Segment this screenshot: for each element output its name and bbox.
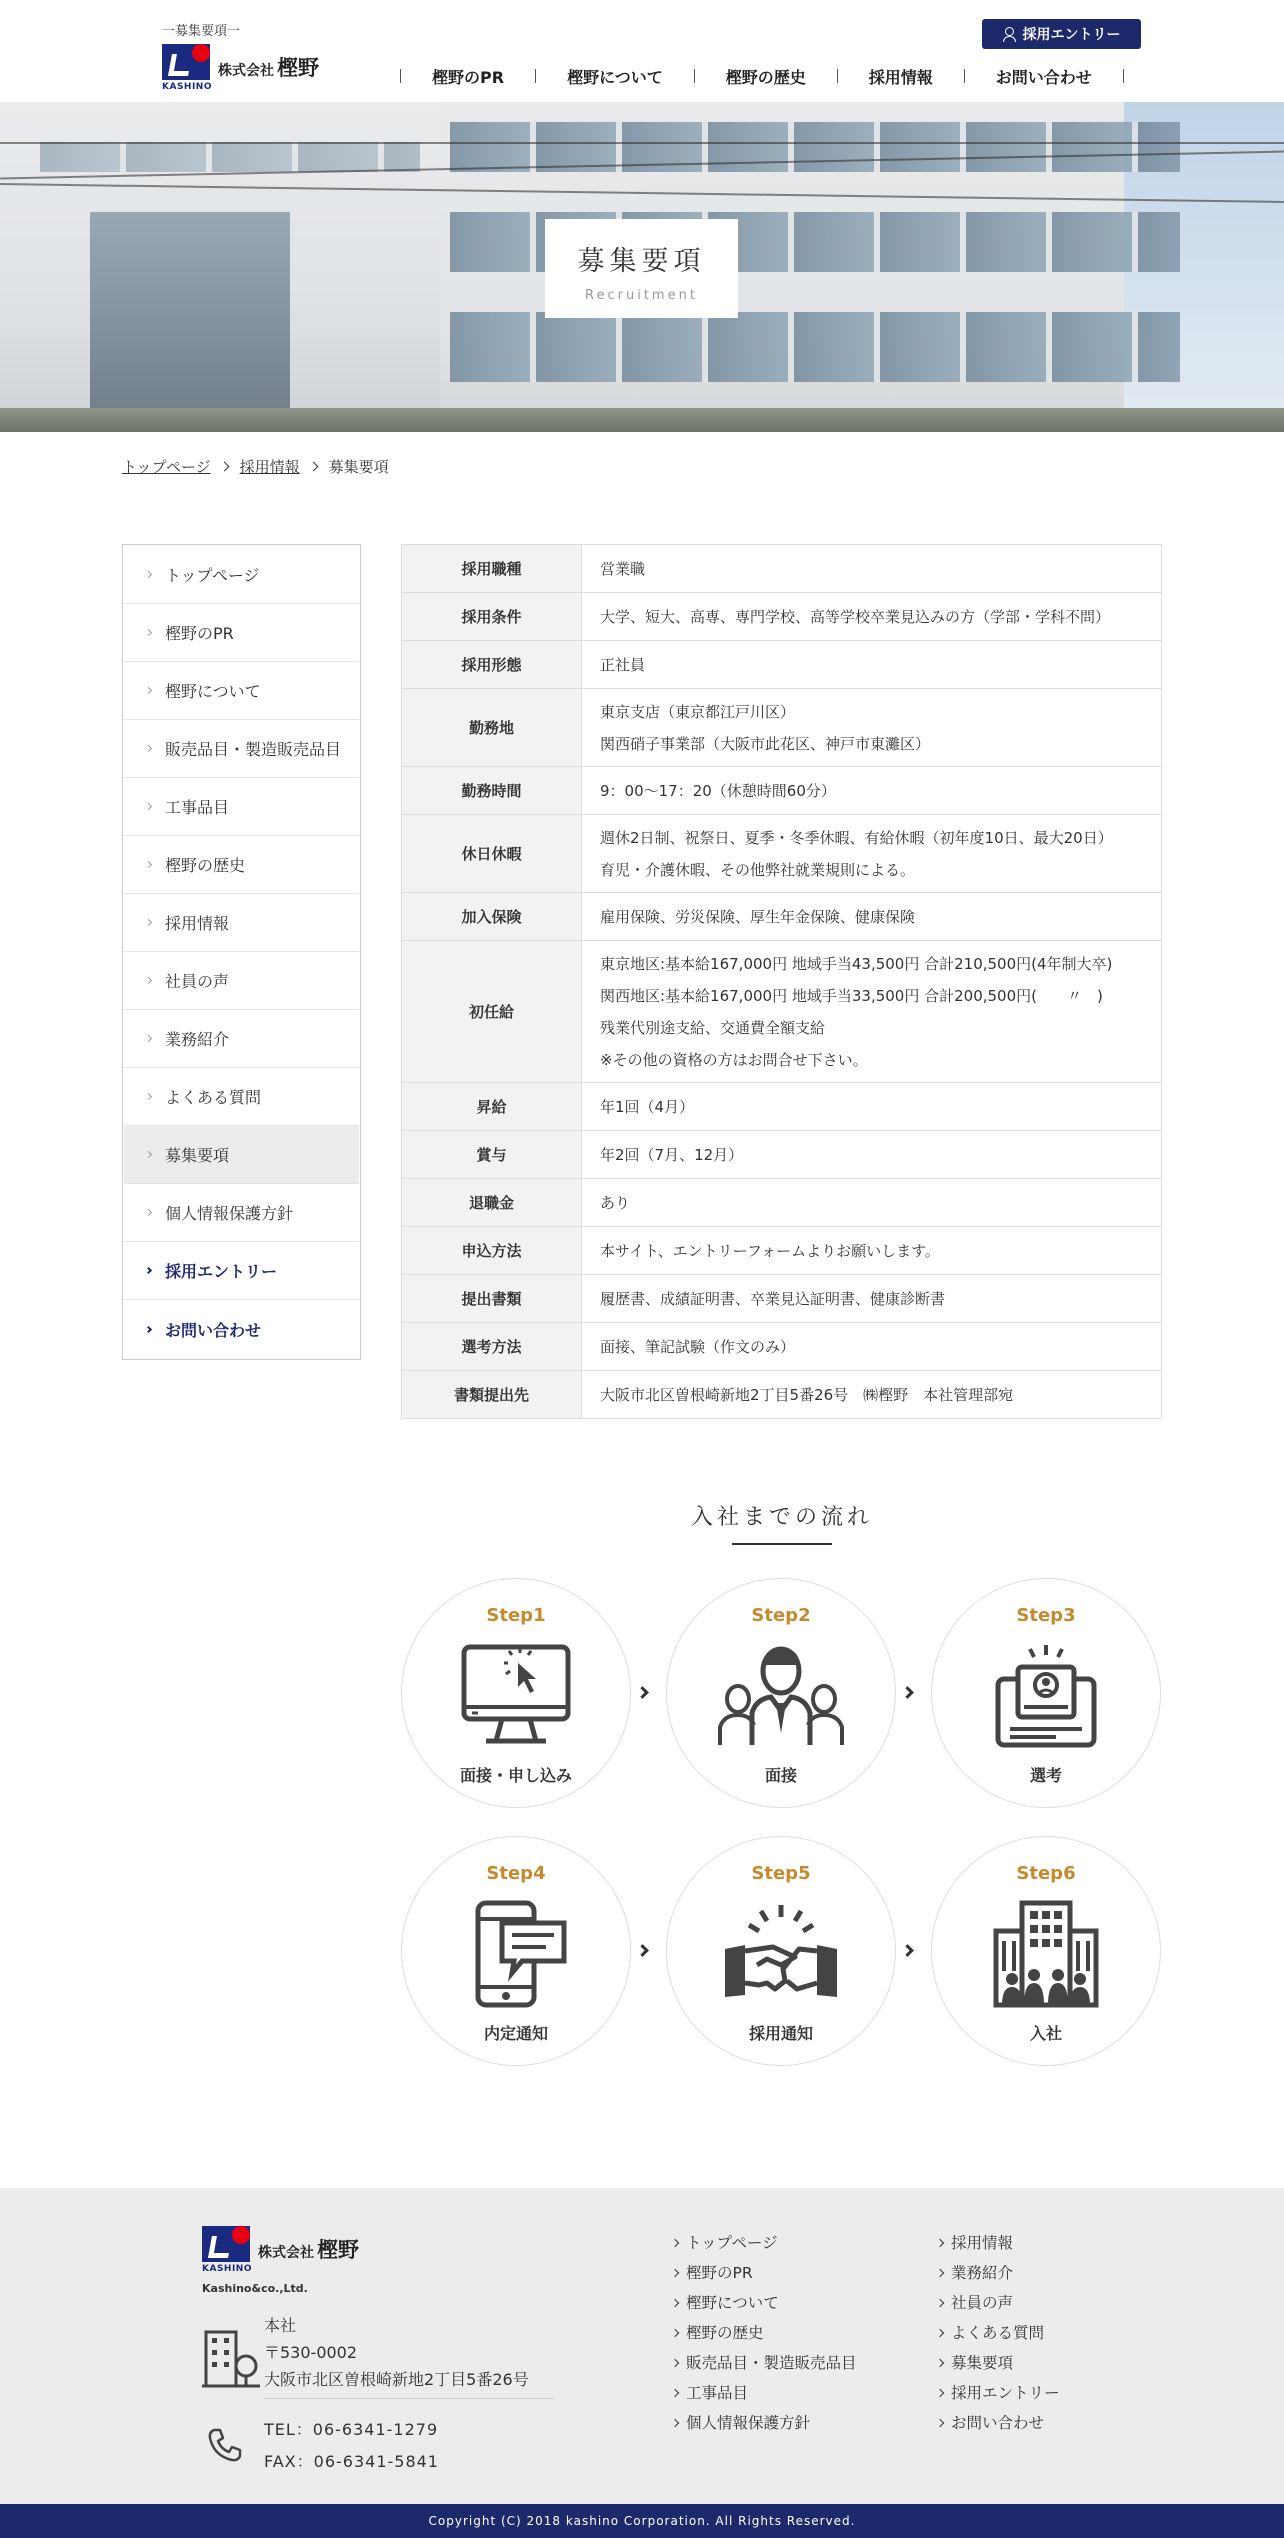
footer-link-b-3[interactable]: よくある質問 (937, 2318, 1060, 2348)
chevron-right-icon (671, 2269, 679, 2277)
chevron-right-icon (936, 2299, 944, 2307)
requirement-value (582, 815, 1162, 893)
kashino-logo-mark-icon (162, 44, 210, 80)
footer-link-b-2[interactable]: 社員の声 (937, 2288, 1060, 2318)
copyright: Copyright (C) 2018 kashino Corporation. All Rights Reserved. (0, 2504, 1284, 2538)
requirement-label: 昇給 (402, 1083, 582, 1131)
requirement-line: 週休2日制、祝祭日、夏季・冬季休暇、有給休暇（初年度10日、最大20日） (600, 828, 1113, 847)
step-number: Step2 (751, 1605, 811, 1626)
page-title-box (545, 219, 738, 318)
sidebar-item-about[interactable]: 樫野について (124, 662, 359, 720)
chevron-right-icon (145, 919, 152, 926)
nav-item-history[interactable]: 樫野の歴史 (725, 67, 806, 87)
requirement-label: 採用条件 (402, 593, 582, 641)
breadcrumb (122, 456, 389, 477)
office-building-icon (986, 1899, 1106, 2009)
requirement-value (582, 593, 1162, 641)
flow-step-3 (931, 1578, 1161, 1808)
requirement-label: 退職金 (402, 1179, 582, 1227)
footer-contact (264, 2414, 439, 2478)
requirement-label: 勤務時間 (402, 767, 582, 815)
requirement-line: 年2回（7月、12月） (600, 1145, 744, 1164)
flow-step-5 (666, 1836, 896, 2066)
footer-links-col2 (937, 2228, 1060, 2438)
site-footer (0, 2188, 1284, 2504)
flow-section-title: 入社までの流れ (690, 1505, 873, 1530)
sidebar-item-voices[interactable]: 社員の声 (124, 952, 359, 1010)
requirements-table (401, 544, 1162, 1419)
requirement-value (582, 1371, 1162, 1419)
chevron-right-icon (671, 2299, 679, 2307)
footer-logo[interactable]: KASHINO 株式会社 樫野 (202, 2226, 382, 2272)
requirement-value (582, 1179, 1162, 1227)
requirement-line: 面接、筆記試験（作文のみ） (600, 1337, 796, 1356)
chevron-right-icon (145, 1209, 152, 1216)
footer-link-b-4[interactable]: 募集要項 (937, 2348, 1060, 2378)
sidebar-item-faq[interactable]: よくある質問 (124, 1068, 359, 1126)
requirement-line: 正社員 (600, 655, 646, 674)
sidebar-item-privacy[interactable]: 個人情報保護方針 (124, 1184, 359, 1242)
flow-step-1 (401, 1578, 631, 1808)
hero-banner (0, 102, 1284, 432)
requirement-line: 残業代別途支給、交通費全額支給 (600, 1018, 826, 1037)
logo-company-name: 株式会社 樫野 (218, 55, 319, 80)
chevron-right-icon (145, 1325, 152, 1332)
chevron-right-icon (671, 2389, 679, 2397)
requirement-value (582, 1275, 1162, 1323)
global-nav (400, 64, 1124, 88)
footer-divider (264, 2398, 554, 2399)
requirement-value (582, 689, 1162, 767)
chevron-right-icon (671, 2419, 679, 2427)
chevron-right-icon (936, 2419, 944, 2427)
sidebar-item-construction[interactable]: 工事品目 (124, 778, 359, 836)
flow-step-2 (666, 1578, 896, 1808)
requirement-label: 書類提出先 (402, 1371, 582, 1419)
step-label: 面接 (764, 1766, 797, 1785)
requirement-row (402, 1131, 1162, 1179)
requirement-value (582, 545, 1162, 593)
requirement-line: 大阪市北区曽根崎新地2丁目5番26号 ㈱樫野 本社管理部宛 (600, 1385, 1014, 1404)
requirement-value (582, 1131, 1162, 1179)
sidebar-item-contact[interactable]: お問い合わせ (124, 1300, 359, 1358)
requirement-line: 東京支店（東京都江戸川区） (600, 702, 796, 721)
requirement-value (582, 1227, 1162, 1275)
footer-link-b-5[interactable]: 採用エントリー (937, 2378, 1060, 2408)
requirement-row (402, 689, 1162, 767)
computer-click-icon (456, 1641, 576, 1751)
chevron-right-icon (145, 1267, 152, 1274)
requirement-line: 雇用保険、労災保険、厚生年金保険、健康保険 (600, 907, 916, 926)
step-label: 採用通知 (748, 2024, 813, 2043)
sidebar-item-work[interactable]: 業務紹介 (124, 1010, 359, 1068)
sidebar-item-recruit-info[interactable]: 採用情報 (124, 894, 359, 952)
chevron-right-icon (145, 803, 152, 810)
step-label: 選考 (1029, 1766, 1062, 1785)
chevron-right-icon (145, 1035, 152, 1042)
requirement-row (402, 1371, 1162, 1419)
flow-title-underline (732, 1543, 832, 1545)
footer-links-col1 (672, 2228, 857, 2438)
requirement-line: あり (600, 1193, 631, 1212)
footer-company-en: Kashino&co.,Ltd. (202, 2282, 308, 2295)
nav-item-recruit[interactable]: 採用情報 (868, 67, 933, 87)
header-entry-button[interactable]: 採用エントリー (982, 19, 1141, 49)
chevron-right-icon (671, 2239, 679, 2247)
people-group-icon (716, 1641, 846, 1751)
kashino-logo-mark-icon (202, 2226, 250, 2262)
smartphone-message-icon (456, 1899, 576, 2009)
sidebar-item-top[interactable]: トップページ (124, 546, 359, 604)
requirement-row (402, 1179, 1162, 1227)
step-number: Step1 (486, 1605, 546, 1626)
requirement-line: 大学、短大、高専、専門学校、高等学校卒業見込みの方（学部・学科不問） (600, 607, 1111, 626)
requirement-row (402, 941, 1162, 1083)
nav-item-contact[interactable]: お問い合わせ (995, 67, 1092, 87)
requirement-line: 履歴書、成績証明書、卒業見込証明書、健康診断書 (600, 1289, 946, 1308)
requirement-value (582, 941, 1162, 1083)
chevron-right-icon (936, 2329, 944, 2337)
chevron-right-icon (219, 462, 229, 472)
chevron-right-icon (636, 1686, 649, 1699)
requirement-label: 採用形態 (402, 641, 582, 689)
requirement-label: 休日休暇 (402, 815, 582, 893)
footer-link-a-4[interactable]: 販売品目・製造販売品目 (672, 2348, 857, 2378)
requirement-value (582, 893, 1162, 941)
requirement-label: 選考方法 (402, 1323, 582, 1371)
chevron-right-icon (936, 2239, 944, 2247)
requirement-line: 営業職 (600, 559, 646, 578)
requirement-line: 東京地区:基本給167,000円 地域手当43,500円 合計210,500円(4年制大卒) (600, 954, 1113, 973)
requirement-label: 初任給 (402, 941, 582, 1083)
chevron-right-icon (145, 571, 152, 578)
chevron-right-icon (936, 2389, 944, 2397)
footer-fax: FAX：06-6341-5841 (264, 2452, 439, 2471)
logo-en-text: KASHINO (162, 82, 212, 92)
requirement-line: 年1回（4月） (600, 1097, 695, 1116)
requirement-row (402, 767, 1162, 815)
site-logo[interactable] (162, 44, 332, 90)
chevron-right-icon (145, 629, 152, 636)
chevron-right-icon (901, 1944, 914, 1957)
footer-link-b-0[interactable]: 採用情報 (937, 2228, 1060, 2258)
page-title: 募集要項 (577, 246, 706, 277)
flow-step-4 (401, 1836, 631, 2066)
requirement-line: 関西硝子事業部（大阪市此花区、神戸市東灘区） (600, 734, 931, 753)
chevron-right-icon (671, 2329, 679, 2337)
header-tagline: 一募集要項一 (162, 24, 241, 39)
requirement-label: 提出書類 (402, 1275, 582, 1323)
chevron-right-icon (145, 1093, 152, 1100)
id-badge-icon (986, 1641, 1106, 1751)
chevron-right-icon (145, 687, 152, 694)
footer-link-a-5[interactable]: 工事品目 (672, 2378, 857, 2408)
requirement-line: 関西地区:基本給167,000円 地域手当33,500円 合計200,500円( 〃 ) (600, 986, 1103, 1005)
requirement-value (582, 1323, 1162, 1371)
sidebar-item-entry[interactable]: 採用エントリー (124, 1242, 359, 1300)
breadcrumb-recruit[interactable]: 採用情報 (239, 458, 300, 476)
footer-link-a-0[interactable]: トップページ (672, 2228, 857, 2258)
requirement-row (402, 641, 1162, 689)
requirement-label: 賞与 (402, 1131, 582, 1179)
footer-address: 本社 〒530-0002 大阪市北区曽根崎新地2丁目5番26号 (264, 2316, 529, 2389)
footer-tel[interactable]: TEL：06-6341-1279 (264, 2420, 439, 2439)
requirement-row (402, 593, 1162, 641)
step-number: Step4 (486, 1863, 546, 1884)
requirement-value (582, 1083, 1162, 1131)
sidebar-item-requirements[interactable]: 募集要項 (124, 1126, 359, 1184)
nav-item-about[interactable]: 樫野について (567, 67, 663, 87)
requirement-label: 申込方法 (402, 1227, 582, 1275)
nav-item-pr[interactable]: 樫野のPR (432, 67, 505, 87)
person-icon (1003, 27, 1015, 41)
chevron-right-icon (145, 977, 152, 984)
step-label: 内定通知 (483, 2024, 548, 2043)
page-subtitle: Recruitment (585, 288, 698, 303)
chevron-right-icon (671, 2359, 679, 2367)
requirement-line: 9：00～17：20（休憩時間60分） (600, 781, 836, 800)
requirement-line: 育児・介護休暇、その他弊社就業規則による。 (600, 860, 916, 879)
site-header (0, 0, 1284, 102)
requirement-row (402, 815, 1162, 893)
requirement-line: 本サイト、エントリーフォームよりお願いします。 (600, 1241, 940, 1260)
sidebar-item-pr[interactable]: 樫野のPR (124, 604, 359, 662)
requirement-label: 採用職種 (402, 545, 582, 593)
requirement-row (402, 893, 1162, 941)
footer-link-b-1[interactable]: 業務紹介 (937, 2258, 1060, 2288)
chevron-right-icon (901, 1686, 914, 1699)
requirement-row (402, 545, 1162, 593)
requirement-value (582, 641, 1162, 689)
step-number: Step5 (751, 1863, 811, 1884)
sidebar-nav (122, 544, 361, 1360)
requirement-label: 加入保険 (402, 893, 582, 941)
step-label: 面接・申し込み (459, 1766, 572, 1785)
requirement-label: 勤務地 (402, 689, 582, 767)
breadcrumb-top[interactable]: トップページ (122, 458, 211, 476)
footer-link-a-6[interactable]: 個人情報保護方針 (672, 2408, 857, 2438)
footer-link-a-1[interactable]: 樫野のPR (672, 2258, 857, 2288)
flow-step-6 (931, 1836, 1161, 2066)
breadcrumb-current: 募集要項 (328, 458, 389, 476)
footer-link-a-2[interactable]: 樫野について (672, 2288, 857, 2318)
requirement-row (402, 1323, 1162, 1371)
handshake-icon (721, 1899, 841, 2009)
chevron-right-icon (145, 745, 152, 752)
requirement-row (402, 1275, 1162, 1323)
sidebar-item-products[interactable]: 販売品目・製造販売品目 (124, 720, 359, 778)
footer-link-b-6[interactable]: お問い合わせ (937, 2408, 1060, 2438)
chevron-right-icon (936, 2359, 944, 2367)
step-number: Step3 (1016, 1605, 1076, 1626)
phone-icon (206, 2426, 244, 2464)
requirement-line: ※その他の資格の方はお問合せ下さい。 (600, 1050, 868, 1069)
chevron-right-icon (636, 1944, 649, 1957)
requirement-row (402, 1083, 1162, 1131)
chevron-right-icon (145, 861, 152, 868)
step-label: 入社 (1029, 2024, 1062, 2043)
sidebar-item-history[interactable]: 樫野の歴史 (124, 836, 359, 894)
requirement-row (402, 1227, 1162, 1275)
footer-link-a-3[interactable]: 樫野の歴史 (672, 2318, 857, 2348)
chevron-right-icon (308, 462, 318, 472)
chevron-right-icon (936, 2269, 944, 2277)
chevron-right-icon (145, 1151, 152, 1158)
requirement-value (582, 767, 1162, 815)
building-icon (202, 2324, 260, 2388)
step-number: Step6 (1016, 1863, 1076, 1884)
